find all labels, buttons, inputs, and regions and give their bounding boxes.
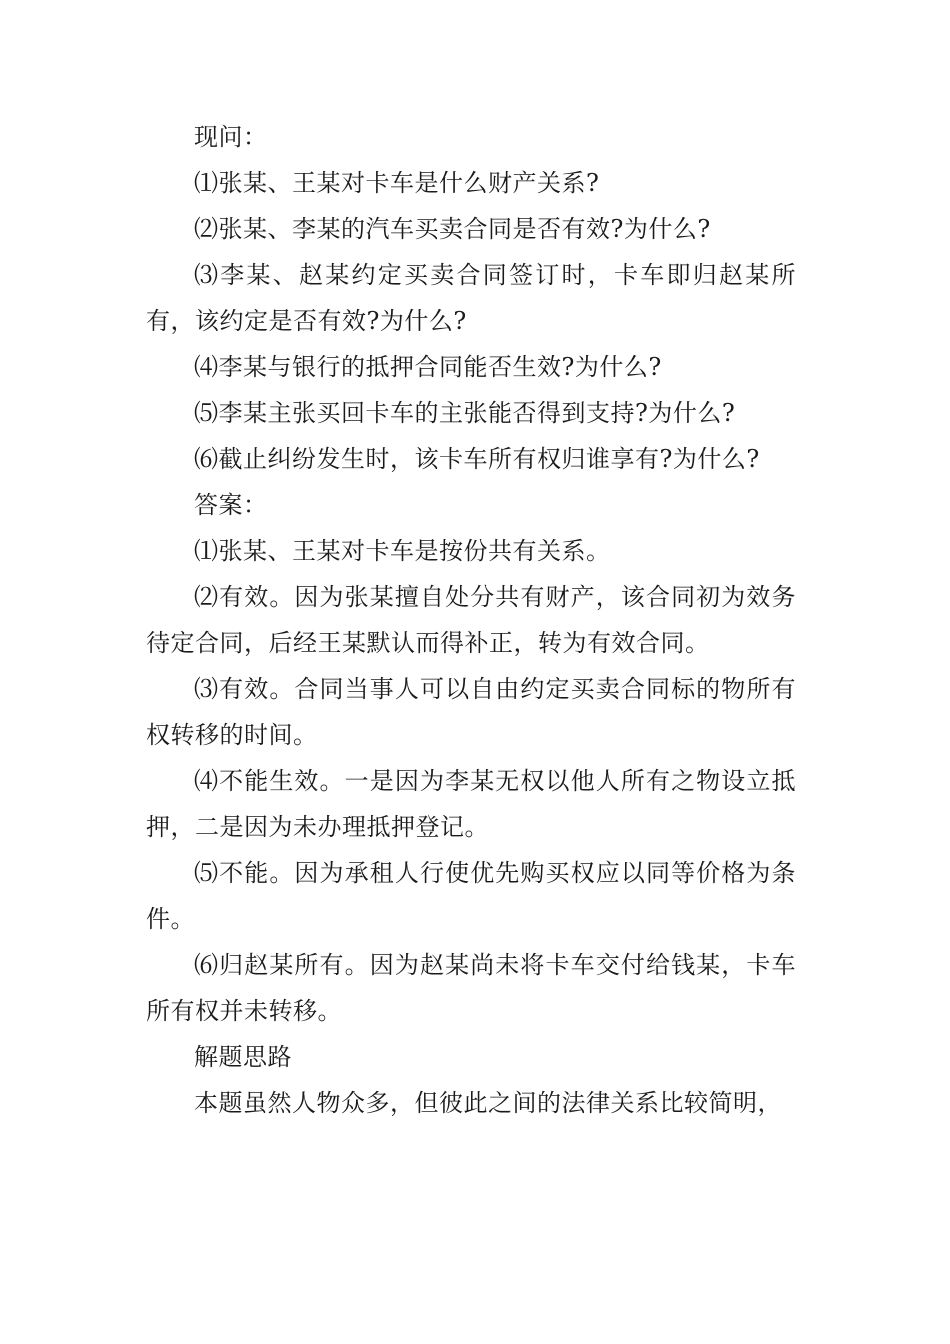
solution-text: 本题虽然人物众多，但彼此之间的法律关系比较简明， bbox=[194, 1089, 782, 1117]
question-2: ⑵张某、李某的汽车买卖合同是否有效?为什么? bbox=[194, 215, 711, 243]
question-intro: 现问： bbox=[194, 123, 268, 151]
answer-2: ⑵有效。因为张某擅自处分共有财产，该合同初为效务待定合同，后经王某默认而得补正，转为有效合同。 bbox=[146, 583, 796, 657]
answer-heading: 答案： bbox=[194, 491, 268, 519]
question-6: ⑹截止纠纷发生时，该卡车所有权归谁享有?为什么? bbox=[194, 445, 760, 473]
answer-6: ⑹归赵某所有。因为赵某尚未将卡车交付给钱某，卡车所有权并未转移。 bbox=[146, 951, 796, 1025]
answer-5: ⑸不能。因为承租人行使优先购买权应以同等价格为条件。 bbox=[146, 859, 796, 933]
question-5: ⑸李某主张买回卡车的主张能否得到支持?为什么? bbox=[194, 399, 736, 427]
question-1: ⑴张某、王某对卡车是什么财产关系? bbox=[194, 169, 600, 197]
answer-1: ⑴张某、王某对卡车是按份共有关系。 bbox=[194, 537, 611, 565]
question-3: ⑶李某、赵某约定买卖合同签订时，卡车即归赵某所有，该约定是否有效?为什么? bbox=[146, 261, 796, 335]
document-body bbox=[146, 114, 796, 1126]
question-4: ⑷李某与银行的抵押合同能否生效?为什么? bbox=[194, 353, 662, 381]
answer-4: ⑷不能生效。一是因为李某无权以他人所有之物设立抵押，二是因为未办理抵押登记。 bbox=[146, 767, 796, 841]
answer-3: ⑶有效。合同当事人可以自由约定买卖合同标的物所有权转移的时间。 bbox=[146, 675, 796, 749]
solution-heading: 解题思路 bbox=[194, 1043, 292, 1071]
